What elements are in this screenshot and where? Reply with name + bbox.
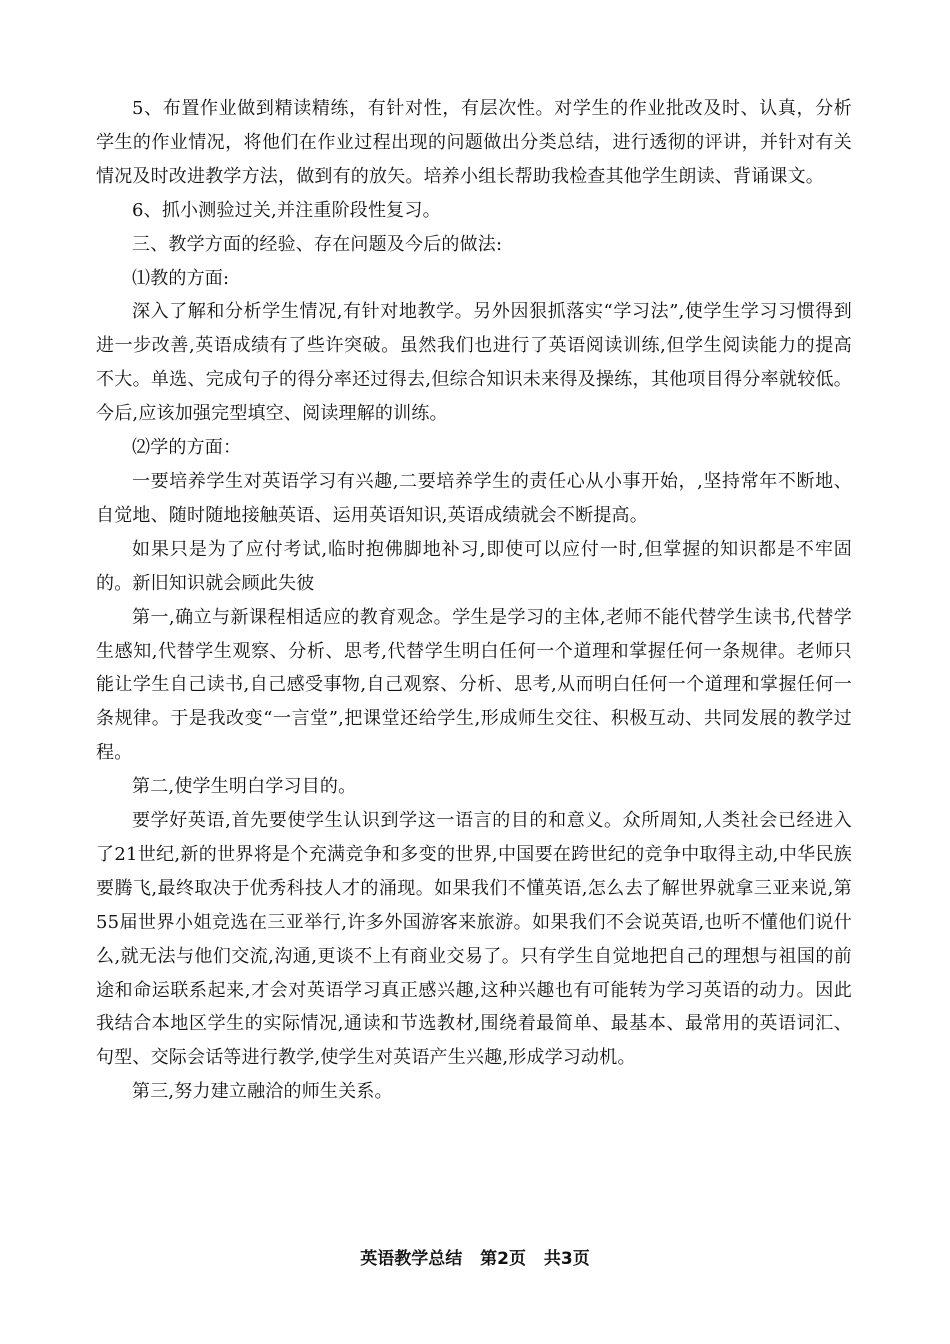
paragraph-third-heading: 第三,努力建立融洽的师生关系。 (132, 1081, 393, 1103)
subheading-teaching: ⑴教的方面: (132, 267, 230, 289)
paragraph-first: 第一,确立与新课程相适应的教育观念。学生是学习的主体,老师不能代替学生读书,代替学生感知,代替学生观察、分析、思考,代替学生明白任何一个道理和掌握任何一条规律。老师只能让学生自己读书,自己感受事物,自己观察、分析、思考,从而明白任何一个道理和掌握任何一条规律。于是我改变“一言堂”,把课堂还给学生,形成师生交往、积极互动、共同发展的教学过程。 (96, 606, 852, 764)
paragraph-quiz: 6、抓小测验过关,并注重阶段性复习。 (132, 199, 441, 221)
footer-title: 英语教学总结 (360, 1249, 463, 1269)
page-footer (0, 1244, 950, 1269)
paragraph-second-heading: 第二,使学生明白学习目的。 (132, 776, 357, 798)
section-heading-3: 三、教学方面的经验、存在问题及今后的做法: (132, 233, 503, 255)
footer-page-number: 第2页 (480, 1249, 526, 1269)
subheading-learning: ⑵学的方面： (132, 437, 242, 459)
footer-total-pages: 共3页 (543, 1249, 590, 1269)
paragraph-teaching: 深入了解和分析学生情况,有针对地教学。另外因狠抓落实“学习法”,使学生学习习惯得到进一步改善,英语成绩有了些许突破。虽然我们也进行了英语阅读训练,但学生阅读能力的提高不大。单选、完成句子的得分率还过得去,但综合知识未来得及操练，其他项目得分率就较低。今后,应该加强完型填空、阅读理解的训练。 (96, 301, 852, 425)
paragraph-second: 要学好英语,首先要使学生认识到学这一语言的目的和意义。众所周知,人类社会已经进入了21世纪,新的世界将是个充满竞争和多变的世界,中国要在跨世纪的竞争中取得主动,中华民族要腾飞,最终取决于优秀科技人才的涌现。如果我们不懂英语,怎么去了解世界就拿三亚来说,第55届世界小姐竞选在三亚举行,许多外国游客来旅游。如果我们不会说英语,也听不懂他们说什么,就无法与他们交流,沟通,更谈不上有商业交易了。只有学生自觉地把自己的理想与祖国的前途和命运联系起来,才会对英语学习真正感兴趣,这种兴趣也有可能转为学习英语的动力。因此我结合本地区学生的实际情况,通读和节选教材,围绕着最简单、最基本、最常用的英语词汇、句型、交际会话等进行教学,使学生对英语产生兴趣,形成学习动机。 (96, 810, 852, 1069)
paragraph-exam: 如果只是为了应付考试,临时抱佛脚地补习,即使可以应付一时,但掌握的知识都是不牢固的。新旧知识就会顾此失彼 (96, 538, 852, 594)
paragraph-learning: 一要培养学生对英语学习有兴趣,二要培养学生的责任心从小事开始，,坚持常年不断地、自觉地、随时随地接触英语、运用英语知识,英语成绩就会不断提高。 (96, 470, 852, 526)
paragraph-homework: 5、布置作业做到精读精练，有针对性，有层次性。对学生的作业批改及时、认真，分析学生的作业情况，将他们在作业过程出现的问题做出分类总结，进行透彻的评讲，并针对有关情况及时改进教学方法，做到有的放矢。培养小组长帮助我检查其他学生朗读、背诵课文。 (96, 98, 852, 187)
document-body (96, 92, 852, 1109)
